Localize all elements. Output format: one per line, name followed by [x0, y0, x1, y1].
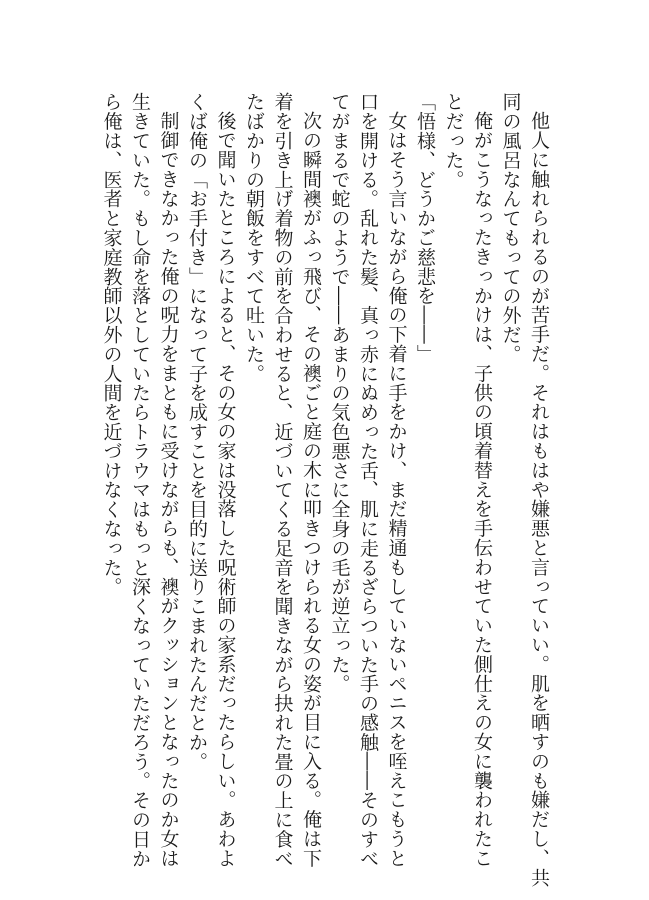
- text-line: 後で聞いたところによると、その女の家は没落した呪術師の家系だったらしい。あわよ: [214, 111, 237, 868]
- text-line: くば俺の「お手付き」になって子を成すことを目的に送りこまれたんだとか。: [186, 92, 208, 771]
- text-line: 口を開ける。乱れた髪、真っ赤にぬめった舌、肌に走るざらついた手の感触――そのすべ: [357, 92, 379, 868]
- text-line: てがまるで蛇のようで――あまりの気色悪さに全身の毛が逆立った。: [328, 92, 351, 694]
- text-line: 他人に触れられるのが苦手だ。それはもはや嫌悪と言っていい。肌を晒すのも嫌だし、共: [528, 111, 550, 887]
- text-line: 着を引き上げ着物の前を合わせると、近づいてくる足音を聞きながら抉れた畳の上に食べ: [271, 92, 294, 868]
- text-line: 俺がこうなったきっかけは、子供の頃着替えを手伝わせていた側仕えの女に襲われたこ: [471, 111, 493, 868]
- text-line: とだった。: [442, 92, 465, 189]
- vertical-text-body: [93, 92, 553, 887]
- text-line: 次の瞬間襖がふっ飛び、その襖ごと庭の木に叩きつけられる女の姿が目に入る。俺は下: [300, 111, 322, 868]
- text-line: 女はそう言いながら俺の下着に手をかけ、まだ精通もしていないペニスを咥えこもうと: [385, 111, 408, 868]
- text-line: 生きていた。もし命を落としていたらトラウマはもっと深くなっていただろう。その日か: [129, 92, 151, 868]
- text-line: たばかりの朝飯をすべて吐いた。: [243, 92, 265, 383]
- dialogue-line: 「悟様、どうかご慈悲を――」: [414, 92, 436, 364]
- text-line: 制御できなかった俺の呪力をまともに受けながらも、襖がクッションとなったのか女は: [157, 111, 180, 868]
- text-line: 同の風呂なんてもっての外だ。: [499, 92, 522, 364]
- text-line: ら俺は、医者と家庭教師以外の人間を近づけなくなった。: [100, 92, 123, 597]
